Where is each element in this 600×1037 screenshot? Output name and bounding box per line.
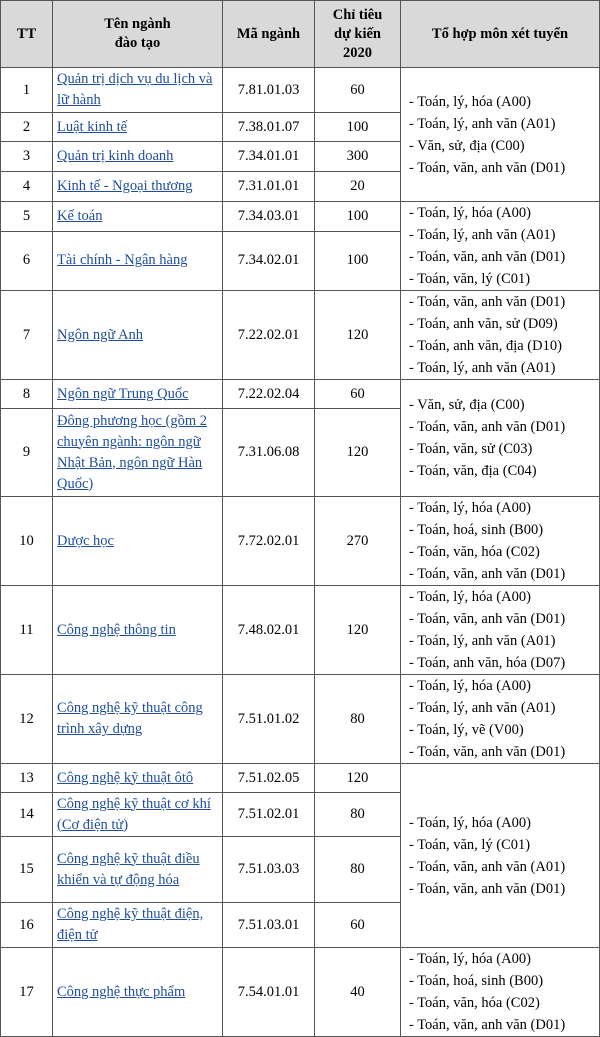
combo-line: - Toán, văn, anh văn (D01)	[409, 744, 566, 760]
combo-line: - Toán, hoá, sinh (B00)	[409, 973, 544, 989]
major-link[interactable]: Công nghệ kỹ thuật công trình xây dựng	[57, 700, 203, 737]
header-row	[1, 1, 600, 68]
major-name	[53, 903, 223, 948]
table-row	[1, 291, 600, 380]
major-code: 7.54.01.01	[223, 948, 315, 1037]
major-quota: 120	[315, 291, 401, 380]
major-name	[53, 68, 223, 113]
major-code: 7.34.03.01	[223, 202, 315, 232]
major-code: 7.51.03.01	[223, 903, 315, 948]
major-quota: 120	[315, 409, 401, 497]
table-row	[1, 675, 600, 764]
major-code: 7.34.01.01	[223, 142, 315, 172]
major-code: 7.22.02.04	[223, 380, 315, 409]
major-code: 7.31.01.01	[223, 172, 315, 202]
combo-line: - Toán, văn, anh văn (D01)	[409, 159, 566, 176]
row-number: 3	[1, 142, 53, 172]
major-code: 7.51.02.05	[223, 764, 315, 793]
major-code: 7.48.02.01	[223, 586, 315, 675]
combo-line: - Toán, văn, hóa (C02)	[409, 544, 540, 560]
row-number: 13	[1, 764, 53, 793]
major-name	[53, 113, 223, 142]
combo-line: - Toán, lý, anh văn (A01)	[409, 633, 556, 649]
combo-cell	[401, 291, 600, 380]
combo-line: - Toán, anh văn, hóa (D07)	[409, 655, 566, 671]
row-number: 4	[1, 172, 53, 202]
major-quota: 80	[315, 837, 401, 903]
combo-line: - Toán, lý, anh văn (A01)	[409, 700, 556, 716]
combo-line: - Toán, lý, hóa (A00)	[409, 93, 531, 110]
major-quota: 80	[315, 793, 401, 837]
table-row	[1, 948, 600, 1037]
major-code: 7.51.03.03	[223, 837, 315, 903]
row-number: 5	[1, 202, 53, 232]
combo-line: - Toán, lý, anh văn (A01)	[409, 227, 556, 243]
major-quota: 80	[315, 675, 401, 764]
major-quota: 60	[315, 380, 401, 409]
major-quota: 270	[315, 497, 401, 586]
major-name	[53, 793, 223, 837]
table-row	[1, 380, 600, 409]
table-row	[1, 202, 600, 232]
combo-cell	[401, 68, 600, 202]
row-number: 7	[1, 291, 53, 380]
major-quota: 40	[315, 948, 401, 1037]
major-link[interactable]: Quản trị kinh doanh	[57, 148, 174, 164]
table-row	[1, 68, 600, 113]
combo-line: - Toán, văn, anh văn (A01)	[409, 858, 566, 875]
major-name	[53, 837, 223, 903]
combo-line: - Toán, lý, hóa (A00)	[409, 678, 531, 694]
major-link[interactable]: Công nghệ thông tin	[57, 621, 176, 638]
combo-line: - Toán, lý, hóa (A00)	[409, 500, 531, 516]
combo-line: - Toán, lý, hóa (A00)	[409, 951, 531, 967]
major-name	[53, 380, 223, 409]
major-link[interactable]: Công nghệ kỹ thuật cơ khí (Cơ điện tử)	[57, 795, 211, 833]
combo-line: - Toán, văn, anh văn (D01)	[409, 566, 566, 582]
combo-cell	[401, 586, 600, 675]
header-name: Tên ngành đào tạo	[53, 1, 223, 68]
major-quota: 100	[315, 202, 401, 232]
combo-line: - Toán, văn, anh văn (D01)	[409, 1017, 566, 1033]
major-link[interactable]: Quản trị dịch vụ du lịch và lữ hành	[57, 71, 213, 108]
major-name	[53, 675, 223, 764]
row-number: 17	[1, 948, 53, 1037]
combo-cell	[401, 497, 600, 586]
combo-line: - Toán, lý, hóa (A00)	[409, 814, 531, 831]
major-name	[53, 172, 223, 202]
row-number: 9	[1, 409, 53, 497]
row-number: 2	[1, 113, 53, 142]
major-link[interactable]: Công nghệ kỹ thuật ôtô	[57, 769, 194, 786]
major-link[interactable]: Ngôn ngữ Anh	[57, 326, 144, 343]
combo-line: - Toán, anh văn, sử (D09)	[409, 316, 558, 332]
row-number: 11	[1, 586, 53, 675]
major-link[interactable]: Ngôn ngữ Trung Quốc	[57, 385, 189, 402]
major-link[interactable]: Công nghệ kỹ thuật điều khiển và tự động hóa	[57, 850, 200, 888]
major-link[interactable]: Tài chính - Ngân hàng	[57, 252, 188, 269]
row-number: 16	[1, 903, 53, 948]
table-row	[1, 497, 600, 586]
header-combo: Tổ hợp môn xét tuyển	[401, 1, 600, 68]
combo-line: - Toán, văn, anh văn (D01)	[409, 611, 566, 627]
major-quota: 20	[315, 172, 401, 202]
combo-line: - Toán, văn, anh văn (D01)	[409, 294, 566, 310]
major-quota: 120	[315, 764, 401, 793]
major-code: 7.38.01.07	[223, 113, 315, 142]
table-row	[1, 764, 600, 793]
major-name	[53, 409, 223, 497]
row-number: 8	[1, 380, 53, 409]
combo-line: - Toán, lý, anh văn (A01)	[409, 115, 556, 132]
major-name	[53, 948, 223, 1037]
major-quota: 120	[315, 586, 401, 675]
header-tt: TT	[1, 1, 53, 68]
major-quota: 60	[315, 68, 401, 113]
row-number: 1	[1, 68, 53, 113]
major-link[interactable]: Đông phương học (gồm 2 chuyên ngành: ngôn ngữ Nhật Bản, ngôn ngữ Hàn Quốc)	[57, 412, 208, 492]
combo-line: - Toán, văn, hóa (C02)	[409, 995, 540, 1011]
table-row	[1, 586, 600, 675]
major-link[interactable]: Luật kinh tế	[57, 118, 128, 135]
combo-line: - Toán, lý, vẽ (V00)	[409, 722, 524, 738]
row-number: 15	[1, 837, 53, 903]
combo-line: - Toán, văn, anh văn (D01)	[409, 249, 566, 265]
major-code: 7.22.02.01	[223, 291, 315, 380]
major-name	[53, 142, 223, 172]
combo-line: - Toán, văn, địa (C04)	[409, 463, 537, 479]
major-link[interactable]: Công nghệ thực phẩm	[57, 983, 186, 1000]
major-link[interactable]: Công nghệ kỹ thuật điện, điện tử	[57, 906, 204, 943]
combo-cell	[401, 675, 600, 764]
combo-cell	[401, 202, 600, 291]
header-quota: Chỉ tiêu dự kiến 2020	[315, 1, 401, 68]
major-link[interactable]: Kinh tế - Ngoại thương	[57, 178, 193, 194]
combo-line: - Toán, lý, hóa (A00)	[409, 205, 531, 221]
major-link[interactable]: Dược học	[57, 532, 114, 549]
combo-line: - Toán, văn, sử (C03)	[409, 441, 533, 457]
combo-cell	[401, 764, 600, 948]
major-name	[53, 497, 223, 586]
major-quota: 60	[315, 903, 401, 948]
combo-line: - Toán, anh văn, địa (D10)	[409, 338, 562, 354]
row-number: 14	[1, 793, 53, 837]
row-number: 10	[1, 497, 53, 586]
combo-cell	[401, 948, 600, 1037]
combo-line: - Văn, sử, địa (C00)	[409, 137, 525, 154]
combo-line: - Toán, lý, anh văn (A01)	[409, 360, 556, 376]
major-quota: 100	[315, 113, 401, 142]
combo-line: - Toán, văn, anh văn (D01)	[409, 880, 566, 897]
major-name	[53, 291, 223, 380]
major-code: 7.51.01.02	[223, 675, 315, 764]
major-code: 7.31.06.08	[223, 409, 315, 497]
combo-cell	[401, 380, 600, 497]
combo-line: - Văn, sử, địa (C00)	[409, 397, 525, 413]
major-name	[53, 202, 223, 232]
header-code: Mã ngành	[223, 1, 315, 68]
major-code: 7.51.02.01	[223, 793, 315, 837]
combo-line: - Toán, hoá, sinh (B00)	[409, 522, 544, 538]
major-code: 7.72.02.01	[223, 497, 315, 586]
major-code: 7.81.01.03	[223, 68, 315, 113]
combo-line: - Toán, văn, lý (C01)	[409, 836, 531, 853]
row-number: 6	[1, 231, 53, 290]
row-number: 12	[1, 675, 53, 764]
major-name	[53, 764, 223, 793]
combo-line: - Toán, văn, lý (C01)	[409, 271, 531, 287]
major-quota: 100	[315, 231, 401, 290]
combo-line: - Toán, văn, anh văn (D01)	[409, 419, 566, 435]
major-name	[53, 586, 223, 675]
major-name	[53, 231, 223, 290]
major-link[interactable]: Kế toán	[57, 207, 103, 224]
major-code: 7.34.02.01	[223, 231, 315, 290]
major-quota: 300	[315, 142, 401, 172]
combo-line: - Toán, lý, hóa (A00)	[409, 589, 531, 605]
